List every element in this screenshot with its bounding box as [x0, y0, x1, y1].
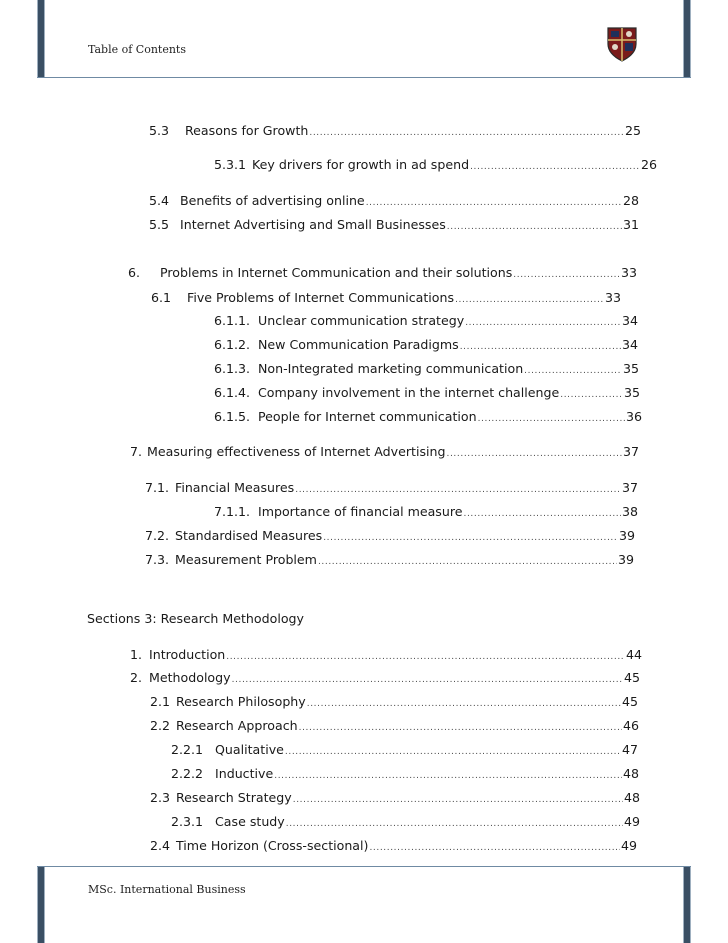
- toc-entry[interactable]: [171, 742, 638, 760]
- toc-entry-page: 33: [620, 265, 637, 280]
- toc-entry-title: Research Philosophy: [176, 694, 306, 709]
- toc-entry-page: 35: [623, 385, 640, 400]
- toc-entry-page: 45: [623, 670, 640, 685]
- toc-entry-page: 39: [618, 528, 635, 543]
- toc-entry[interactable]: [214, 337, 638, 355]
- toc-entry-page: 28: [622, 193, 639, 208]
- toc-entry-title: Unclear communication strategy: [258, 313, 465, 328]
- toc-entry-title: Standardised Measures: [175, 528, 323, 543]
- toc-entry-title: Key drivers for growth in ad spend: [252, 157, 470, 172]
- toc-entry-page: 37: [622, 444, 639, 459]
- toc-entry[interactable]: [149, 193, 639, 211]
- toc-entry-page: 33: [604, 290, 621, 305]
- toc-entry-number: 5.3: [149, 123, 170, 138]
- toc-entry-title: Methodology: [149, 670, 231, 685]
- toc-entry[interactable]: [145, 552, 634, 570]
- toc-entry-number: 7.2.: [145, 528, 170, 543]
- section-heading: Sections 3: Research Methodology: [87, 611, 304, 626]
- right-footer-bar: [683, 866, 691, 943]
- toc-entry-page: 38: [621, 504, 638, 519]
- left-footer-bar: [37, 866, 45, 943]
- toc-entry-title: Measurement Problem: [175, 552, 317, 567]
- toc-leader-dots: [274, 766, 622, 784]
- toc-entry-number: 6.: [128, 265, 141, 280]
- toc-entry-page: 49: [623, 814, 640, 829]
- header-title: Table of Contents: [88, 43, 187, 56]
- toc-entry-title: Company involvement in the internet challenge: [258, 385, 560, 400]
- footer-text: MSc. International Business: [88, 883, 246, 896]
- toc-entry[interactable]: [171, 766, 639, 784]
- toc-leader-dots: [460, 337, 621, 355]
- toc-leader-dots: [447, 217, 622, 235]
- toc-entry-number: 2.: [130, 670, 143, 685]
- toc-entry-number: 6.1: [151, 290, 172, 305]
- toc-entry[interactable]: [145, 528, 635, 546]
- toc-entry-title: Introduction: [149, 647, 226, 662]
- toc-entry-number: 6.1.4.: [214, 385, 251, 400]
- toc-entry-page: 25: [624, 123, 641, 138]
- toc-entry-number: 1.: [130, 647, 143, 662]
- toc-entry[interactable]: [214, 361, 639, 379]
- toc-entry[interactable]: [149, 217, 639, 235]
- toc-entry-title: Qualitative: [215, 742, 284, 757]
- toc-leader-dots: [295, 480, 621, 498]
- toc-entry-number: 2.2.2: [171, 766, 204, 781]
- toc-leader-dots: [513, 265, 620, 283]
- toc-leader-dots: [232, 670, 623, 688]
- toc-entry[interactable]: [214, 313, 638, 331]
- toc-leader-dots: [323, 528, 618, 546]
- toc-entry-title: Time Horizon (Cross-sectional): [176, 838, 369, 853]
- toc-entry[interactable]: [214, 385, 640, 403]
- toc-leader-dots: [299, 718, 622, 736]
- toc-entry[interactable]: [145, 480, 638, 498]
- toc-leader-dots: [318, 552, 617, 570]
- toc-entry[interactable]: [171, 814, 640, 832]
- toc-leader-dots: [286, 814, 623, 832]
- right-header-bar: [683, 0, 691, 77]
- left-header-bar: [37, 0, 45, 77]
- toc-entry[interactable]: [214, 157, 657, 175]
- toc-entry-number: 7.1.: [145, 480, 170, 495]
- university-crest-logo: [606, 26, 638, 62]
- toc-leader-dots: [293, 790, 623, 808]
- toc-entry-page: 35: [622, 361, 639, 376]
- toc-entry-title: Reasons for Growth: [185, 123, 309, 138]
- toc-entry[interactable]: [130, 670, 640, 688]
- toc-entry-number: 7.3.: [145, 552, 170, 567]
- toc-entry-page: 34: [621, 313, 638, 328]
- toc-leader-dots: [226, 647, 625, 665]
- toc-entry-page: 36: [625, 409, 642, 424]
- toc-leader-dots: [455, 290, 604, 308]
- toc-entry[interactable]: [149, 123, 641, 141]
- toc-entry[interactable]: [128, 265, 637, 283]
- toc-entry-page: 31: [622, 217, 639, 232]
- toc-entry-number: 5.5: [149, 217, 170, 232]
- toc-entry-page: 48: [623, 790, 640, 805]
- toc-entry-number: 5.4: [149, 193, 170, 208]
- toc-leader-dots: [478, 409, 625, 427]
- toc-entry-page: 48: [622, 766, 639, 781]
- toc-entry-page: 39: [617, 552, 634, 567]
- toc-entry-page: 46: [622, 718, 639, 733]
- toc-entry-page: 26: [640, 157, 657, 172]
- toc-entry-title: Five Problems of Internet Communications: [187, 290, 455, 305]
- toc-entry-number: 2.3.1: [171, 814, 204, 829]
- toc-entry[interactable]: [150, 694, 638, 712]
- toc-entry-title: Inductive: [215, 766, 274, 781]
- toc-entry-number: 2.4: [150, 838, 171, 853]
- toc-entry-title: Research Strategy: [176, 790, 292, 805]
- toc-entry-title: Non-Integrated marketing communication: [258, 361, 524, 376]
- toc-entry-title: Financial Measures: [175, 480, 295, 495]
- toc-entry[interactable]: [150, 718, 639, 736]
- toc-entry-number: 5.3.1: [214, 157, 247, 172]
- toc-entry-title: Problems in Internet Communication and their solutions: [160, 265, 513, 280]
- toc-entry-title: Importance of financial measure: [258, 504, 463, 519]
- toc-entry-title: Research Approach: [176, 718, 298, 733]
- toc-leader-dots: [465, 313, 621, 331]
- toc-entry[interactable]: [130, 444, 639, 462]
- toc-entry-title: Case study: [215, 814, 285, 829]
- toc-entry-number: 2.3: [150, 790, 171, 805]
- toc-entry-title: People for Internet communication: [258, 409, 477, 424]
- toc-leader-dots: [464, 504, 621, 522]
- toc-entry-title: Measuring effectiveness of Internet Advertising: [147, 444, 446, 459]
- toc-entry-number: 6.1.1.: [214, 313, 251, 328]
- toc-entry-number: 7.1.1.: [214, 504, 251, 519]
- toc-entry-number: 2.1: [150, 694, 171, 709]
- toc-entry-title: New Communication Paradigms: [258, 337, 459, 352]
- header-rule: [37, 77, 691, 78]
- toc-entry-page: 47: [621, 742, 638, 757]
- toc-entry[interactable]: [150, 790, 640, 808]
- toc-entry[interactable]: [151, 290, 621, 308]
- toc-entry-number: 2.2.1: [171, 742, 204, 757]
- toc-entry-number: 6.1.2.: [214, 337, 251, 352]
- toc-leader-dots: [366, 193, 622, 211]
- toc-entry-number: 7.: [130, 444, 143, 459]
- toc-leader-dots: [560, 385, 623, 403]
- toc-entry-page: 44: [625, 647, 642, 662]
- toc-entry-title: Benefits of advertising online: [180, 193, 365, 208]
- toc-leader-dots: [309, 123, 624, 141]
- toc-leader-dots: [369, 838, 620, 856]
- toc-entry[interactable]: [130, 647, 642, 665]
- toc-entry-page: 37: [621, 480, 638, 495]
- toc-leader-dots: [524, 361, 622, 379]
- toc-leader-dots: [447, 444, 622, 462]
- toc-entry-number: 2.2: [150, 718, 171, 733]
- toc-leader-dots: [285, 742, 621, 760]
- toc-entry[interactable]: [214, 504, 638, 522]
- toc-entry-number: 6.1.3.: [214, 361, 251, 376]
- toc-entry-page: 34: [621, 337, 638, 352]
- toc-leader-dots: [307, 694, 621, 712]
- toc-entry-page: 49: [620, 838, 637, 853]
- toc-entry[interactable]: [214, 409, 642, 427]
- toc-leader-dots: [470, 157, 640, 175]
- toc-entry-page: 45: [621, 694, 638, 709]
- toc-entry-title: Internet Advertising and Small Businesses: [180, 217, 446, 232]
- toc-entry-number: 6.1.5.: [214, 409, 251, 424]
- footer-rule: [37, 866, 691, 867]
- toc-entry[interactable]: [150, 838, 637, 856]
